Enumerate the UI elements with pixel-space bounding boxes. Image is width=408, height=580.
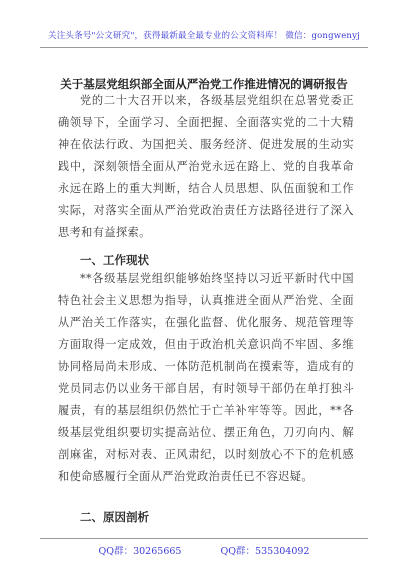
section-heading-analysis: 二、原因剖析 [80, 510, 149, 524]
header-banner[interactable]: 关注头条号"公文研究"，获得最新最全最专业的公文资料库！ 微信：gongwenyj [48, 31, 360, 41]
intro-paragraph: 党的二十大召开以来，各级基层党组织在总署党委正确领导下，全面学习、全面把握、全面落实党的二十大精神在依法行政、为国把关、服务经济、促进发展的生动实践中，深刻领悟全面从严治党永远在路上、党的自我革命永远在路上的重大判断，结合人员思想、队伍面貌和工作实际，对落实全面从严治党政治责任方法路径进行了深入思考和有益探索。 [58, 94, 354, 239]
footer-divider [40, 538, 368, 539]
footer-qq-group-1[interactable]: QQ群：30265665 [98, 546, 182, 557]
status-paragraph: **各级基层党组织能够始终坚持以习近平新时代中国特色社会主义思想为指导，认真推进全面从严治党、全面从严治关工作落实，在强化监督、优化服务、规范管理等方面取得一定成效，但由于政治机关意识尚不牢固、多维协同格局尚未形成、一体防范机制尚在摸索等，造成有的党员同志仍以业务干部自居，有时领导干部仍在单打独斗履责，有的基层组织仍然忙于亡羊补牢等等。因此，**各级基层党组织要切实提高站位、摆正角色，刀刃向内、解剖麻雀，对标对表、正风肃纪，以时刻放心不下的危机感和使命感履行全面从严治党政治责任已不容迟疑。 [58, 272, 354, 483]
document-title: 关于基层党组织部全面从严治党工作推进情况的调研报告 [60, 77, 348, 91]
footer-qq-group-2[interactable]: QQ群：535304092 [220, 546, 310, 557]
footer [0, 543, 408, 557]
section-heading-status: 一、工作现状 [80, 253, 149, 267]
header-divider [40, 47, 368, 48]
